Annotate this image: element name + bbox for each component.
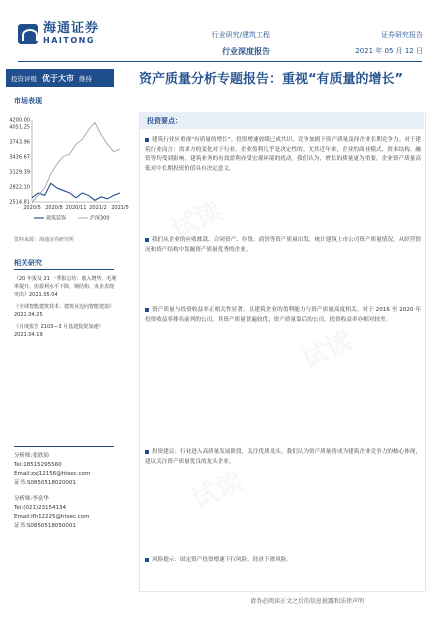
x-tick-label: 2020/8: [45, 205, 63, 211]
analyst-name: 分析师:李富华: [14, 496, 49, 502]
market-title: 市场表现: [14, 97, 42, 105]
paragraph-4: [145, 448, 421, 467]
analyst-cert: 证书:S0850518050001: [14, 523, 76, 529]
related-title: 相关研究: [14, 259, 42, 267]
paragraph-text: 建筑行业应重视“有质量的增长”。投资增速放缓已成共识，竞争加剧下资产质量及择企业长期竞争力。对于建筑行业而言：需求方的变化对于行业、企业盈利几乎是决定性的。尤其近年来，企业的商业模式、资本结构、融资等均受到影响，建筑业务的有效盈利亦受宏观环境的扰动。我们认为，增长的质量更为重要，企业资产质量高低对中长期投资价值具有决定意义。: [145, 137, 421, 172]
analyst-email[interactable]: Email:zxj12156@htsec.com: [14, 471, 91, 477]
bullet-icon: [145, 308, 149, 312]
report-date: 2021 年 05 月 12 日: [355, 47, 423, 55]
x-tick-label: 2021/5: [111, 205, 129, 211]
header-right: [348, 30, 423, 56]
paragraph-text: 投资建议：行业进入高质量发展阶段，关注优质龙头。我们认为资产质量将成为建筑企业竞争力的核心体现，建议关注资产质量优良的龙头企业。: [145, 449, 421, 465]
market-chart-svg: [6, 112, 129, 234]
related-item[interactable]: 《20 年报及 21 一季报总结：收入增势、毛利率提升、但盈利水平下降，钢结构、央企表现突出》2021.05.04: [14, 276, 117, 298]
report-category: 证券研究报告: [381, 31, 423, 39]
y-tick-label: 2514.81: [9, 199, 30, 206]
legend-label: 沪深300: [90, 215, 110, 222]
bullet-icon: [145, 138, 149, 142]
y-tick-label: 4200.00: [9, 117, 30, 124]
watermark: 试读: [167, 196, 227, 246]
y-tick-label: 4051.25: [9, 124, 30, 131]
page-title: 资产质量分析专题报告：重视“有质量的增长”: [139, 72, 404, 87]
y-tick-label: 2822.10: [9, 184, 30, 191]
header-center: [175, 30, 270, 57]
header-divider: [18, 61, 422, 62]
analyst-cert: 证书:S0850518020001: [14, 480, 76, 486]
bullet-icon: [145, 450, 149, 454]
chart-source: 资料来源：海通证券研究所: [14, 237, 75, 243]
logo-icon: [18, 24, 38, 44]
paragraph-1: [145, 136, 421, 174]
rating-status: 维持: [79, 74, 92, 83]
logo-en: HAITONG: [43, 36, 95, 45]
bullet-icon: [145, 558, 149, 562]
company-logo: [18, 22, 99, 45]
paragraph-5: [145, 556, 421, 566]
analyst-1: [14, 452, 90, 488]
related-divider: [14, 269, 114, 270]
key-points-title: 投资要点：: [147, 117, 182, 125]
series-line: [32, 122, 120, 202]
bullet-icon: [145, 238, 149, 242]
x-tick-label: 2020/11: [65, 205, 87, 211]
analyst-2: [14, 495, 89, 531]
paragraph-text: 风险提示：固定资产投资增速下行风险，经济下滑风险。: [152, 557, 292, 563]
analyst-divider: [14, 446, 114, 447]
market-chart: [6, 112, 129, 234]
watermark: 试读: [187, 466, 247, 516]
analyst-email[interactable]: Email:lfh12225@htsec.com: [14, 514, 90, 520]
report-type: 行业深度报告: [222, 47, 270, 56]
related-item[interactable]: 《全球智能建筑技术：建筑业迈向智能建造》2021.04.25: [14, 304, 115, 318]
x-tick-label: 2020/5: [23, 205, 41, 211]
analyst-name: 分析师:张欣劼: [14, 453, 49, 459]
rating-label: 投资评级: [11, 74, 37, 83]
paragraph-text: 我们从企业的应收账款、合同资产、存货、商誉等资产质量出发，统计建筑上市公司资产质量情况，从经营情况和资产结构中发掘资产质量优秀的企业。: [145, 237, 421, 253]
y-tick-label: 3129.39: [9, 169, 30, 176]
industry-label: 行业研究/建筑工程: [211, 31, 270, 39]
watermark: 试读: [297, 326, 357, 376]
analyst-tel: Tel:18515295560: [14, 462, 62, 468]
paragraph-3: [145, 306, 421, 325]
y-tick-label: 3436.67: [9, 154, 30, 161]
related-item[interactable]: 《月度报告 2103—3 月基建投资加速》2021.04.19: [14, 324, 104, 338]
analyst-tel: Tel:(021)23154134: [14, 505, 66, 511]
footer-disclaimer: 请务必阅读正文之后的信息披露和法律声明: [250, 598, 365, 605]
legend-label: 建筑装饰: [46, 215, 67, 222]
rating-value: 优于大市: [42, 73, 74, 83]
rating-bar: [6, 69, 114, 87]
paragraph-text: 资产质量与投资收益率正相关性显著，且建筑企业的盈利能力与资产质量高度相关。对于 2016 至 2020 年投资收益率排名前列的公司，其资产质量普遍较优；资产质量靠后的公司，投资收益率亦相对较差。: [145, 307, 421, 323]
related-list: [14, 275, 118, 343]
x-tick-label: 2021/2: [89, 205, 107, 211]
logo-cn: 海通证券: [43, 21, 100, 36]
y-tick-label: 3743.96: [9, 139, 30, 146]
key-points-box: [139, 112, 426, 592]
